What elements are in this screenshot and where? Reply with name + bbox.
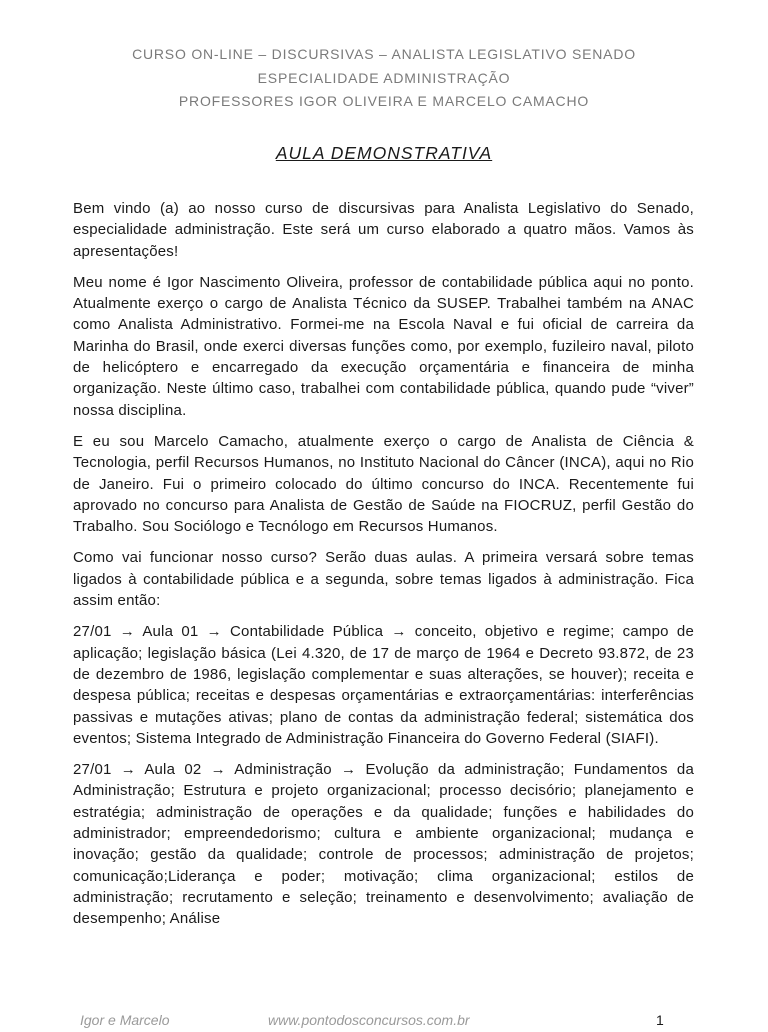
page-number: 1 — [656, 1012, 664, 1028]
document-body — [73, 198, 694, 940]
document-header — [0, 43, 768, 114]
paragraph-marcelo-bio: E eu sou Marcelo Camacho, atualmente exerço o cargo de Analista de Ciência & Tecnologia, perfil Recursos Humanos, no Instituto Nacional do Câncer (INCA), aqui no Rio de Janeiro. Fui o primeiro colocado do último concurso do INCA. Recentemente fui aprovado no concurso para Analista de Gestão de Saúde na FIOCRUZ, perfil Gestão do Trabalho. Sou Sociólogo e Tecnólogo em Recursos Humanos. — [73, 432, 694, 536]
document-footer — [0, 1012, 768, 1032]
paragraph-welcome: Bem vindo (a) ao nosso curso de discursivas para Analista Legislativo do Senado, especialidade administração. Este será um curso elaborado a quatro mãos. Vamos às apresentações! — [73, 200, 694, 260]
paragraph-lesson-01: 27/01 → Aula 01 → Contabilidade Pública → conceito, objetivo e regime; campo de aplicação; legislação básica (Lei 4.320, de 17 de março de 1964 e Decreto 93.872, de 23 de dezembro de 1986, legislação complementar e suas alterações, se houver); receita e despesa pública; receitas e despesas orçamentárias e extraorçamentárias: interferências passivas e mutações ativas; plano de contas da administração federal; sistemática dos eventos; Sistema Integrado de Administração Financeira do Governo Federal (SIAFI). — [73, 623, 694, 747]
footer-authors: Igor e Marcelo — [80, 1012, 170, 1028]
page-title: AULA DEMONSTRATIVA — [275, 143, 493, 163]
footer-website-link[interactable]: www.pontodosconcursos.com.br — [268, 1012, 470, 1028]
header-professors-line: PROFESSORES IGOR OLIVEIRA E MARCELO CAMACHO — [178, 93, 590, 109]
paragraph-course-structure: Como vai funcionar nosso curso? Serão duas aulas. A primeira versará sobre temas ligados à contabilidade pública e a segunda, sobre temas ligados à administração. Fica assim então: — [73, 549, 694, 610]
header-course-line: CURSO ON-LINE – DISCURSIVAS – ANALISTA LEGISLATIVO SENADO — [132, 46, 636, 62]
paragraph-igor-bio: Meu nome é Igor Nascimento Oliveira, professor de contabilidade pública aqui no ponto. Atualmente exerço o cargo de Analista Técnico da SUSEP. Trabalhei também na ANAC como Analista Administrativo. Formei-me na Escola Naval e fui oficial de carreira da Marinha do Brasil, onde exerci diversas funções como, por exemplo, fuzileiro naval, piloto de helicóptero e encarregado da execução orçamentária e financeira de minha organização. Neste último caso, trabalhei com contabilidade pública, quando pude “viver” nossa disciplina. — [73, 273, 694, 419]
header-specialty-line: ESPECIALIDADE ADMINISTRAÇÃO — [257, 69, 511, 86]
paragraph-lesson-02: 27/01 → Aula 02 → Administração → Evolução da administração; Fundamentos da Administração; Estrutura e projeto organizacional; processo decisório; planejamento e estratégia; administração de operações e da qualidade; funções e habilidades do administrador; empreendedorismo; cultura e ambiente organizacional; mudança e inovação; gestão da qualidade; controle de processos; administração de projetos; comunicação;Liderança e poder; motivação; clima organizacional; estilos de administração; recrutamento e seleção; treinamento e desenvolvimento; avaliação de desempenho; Análise — [73, 761, 694, 928]
